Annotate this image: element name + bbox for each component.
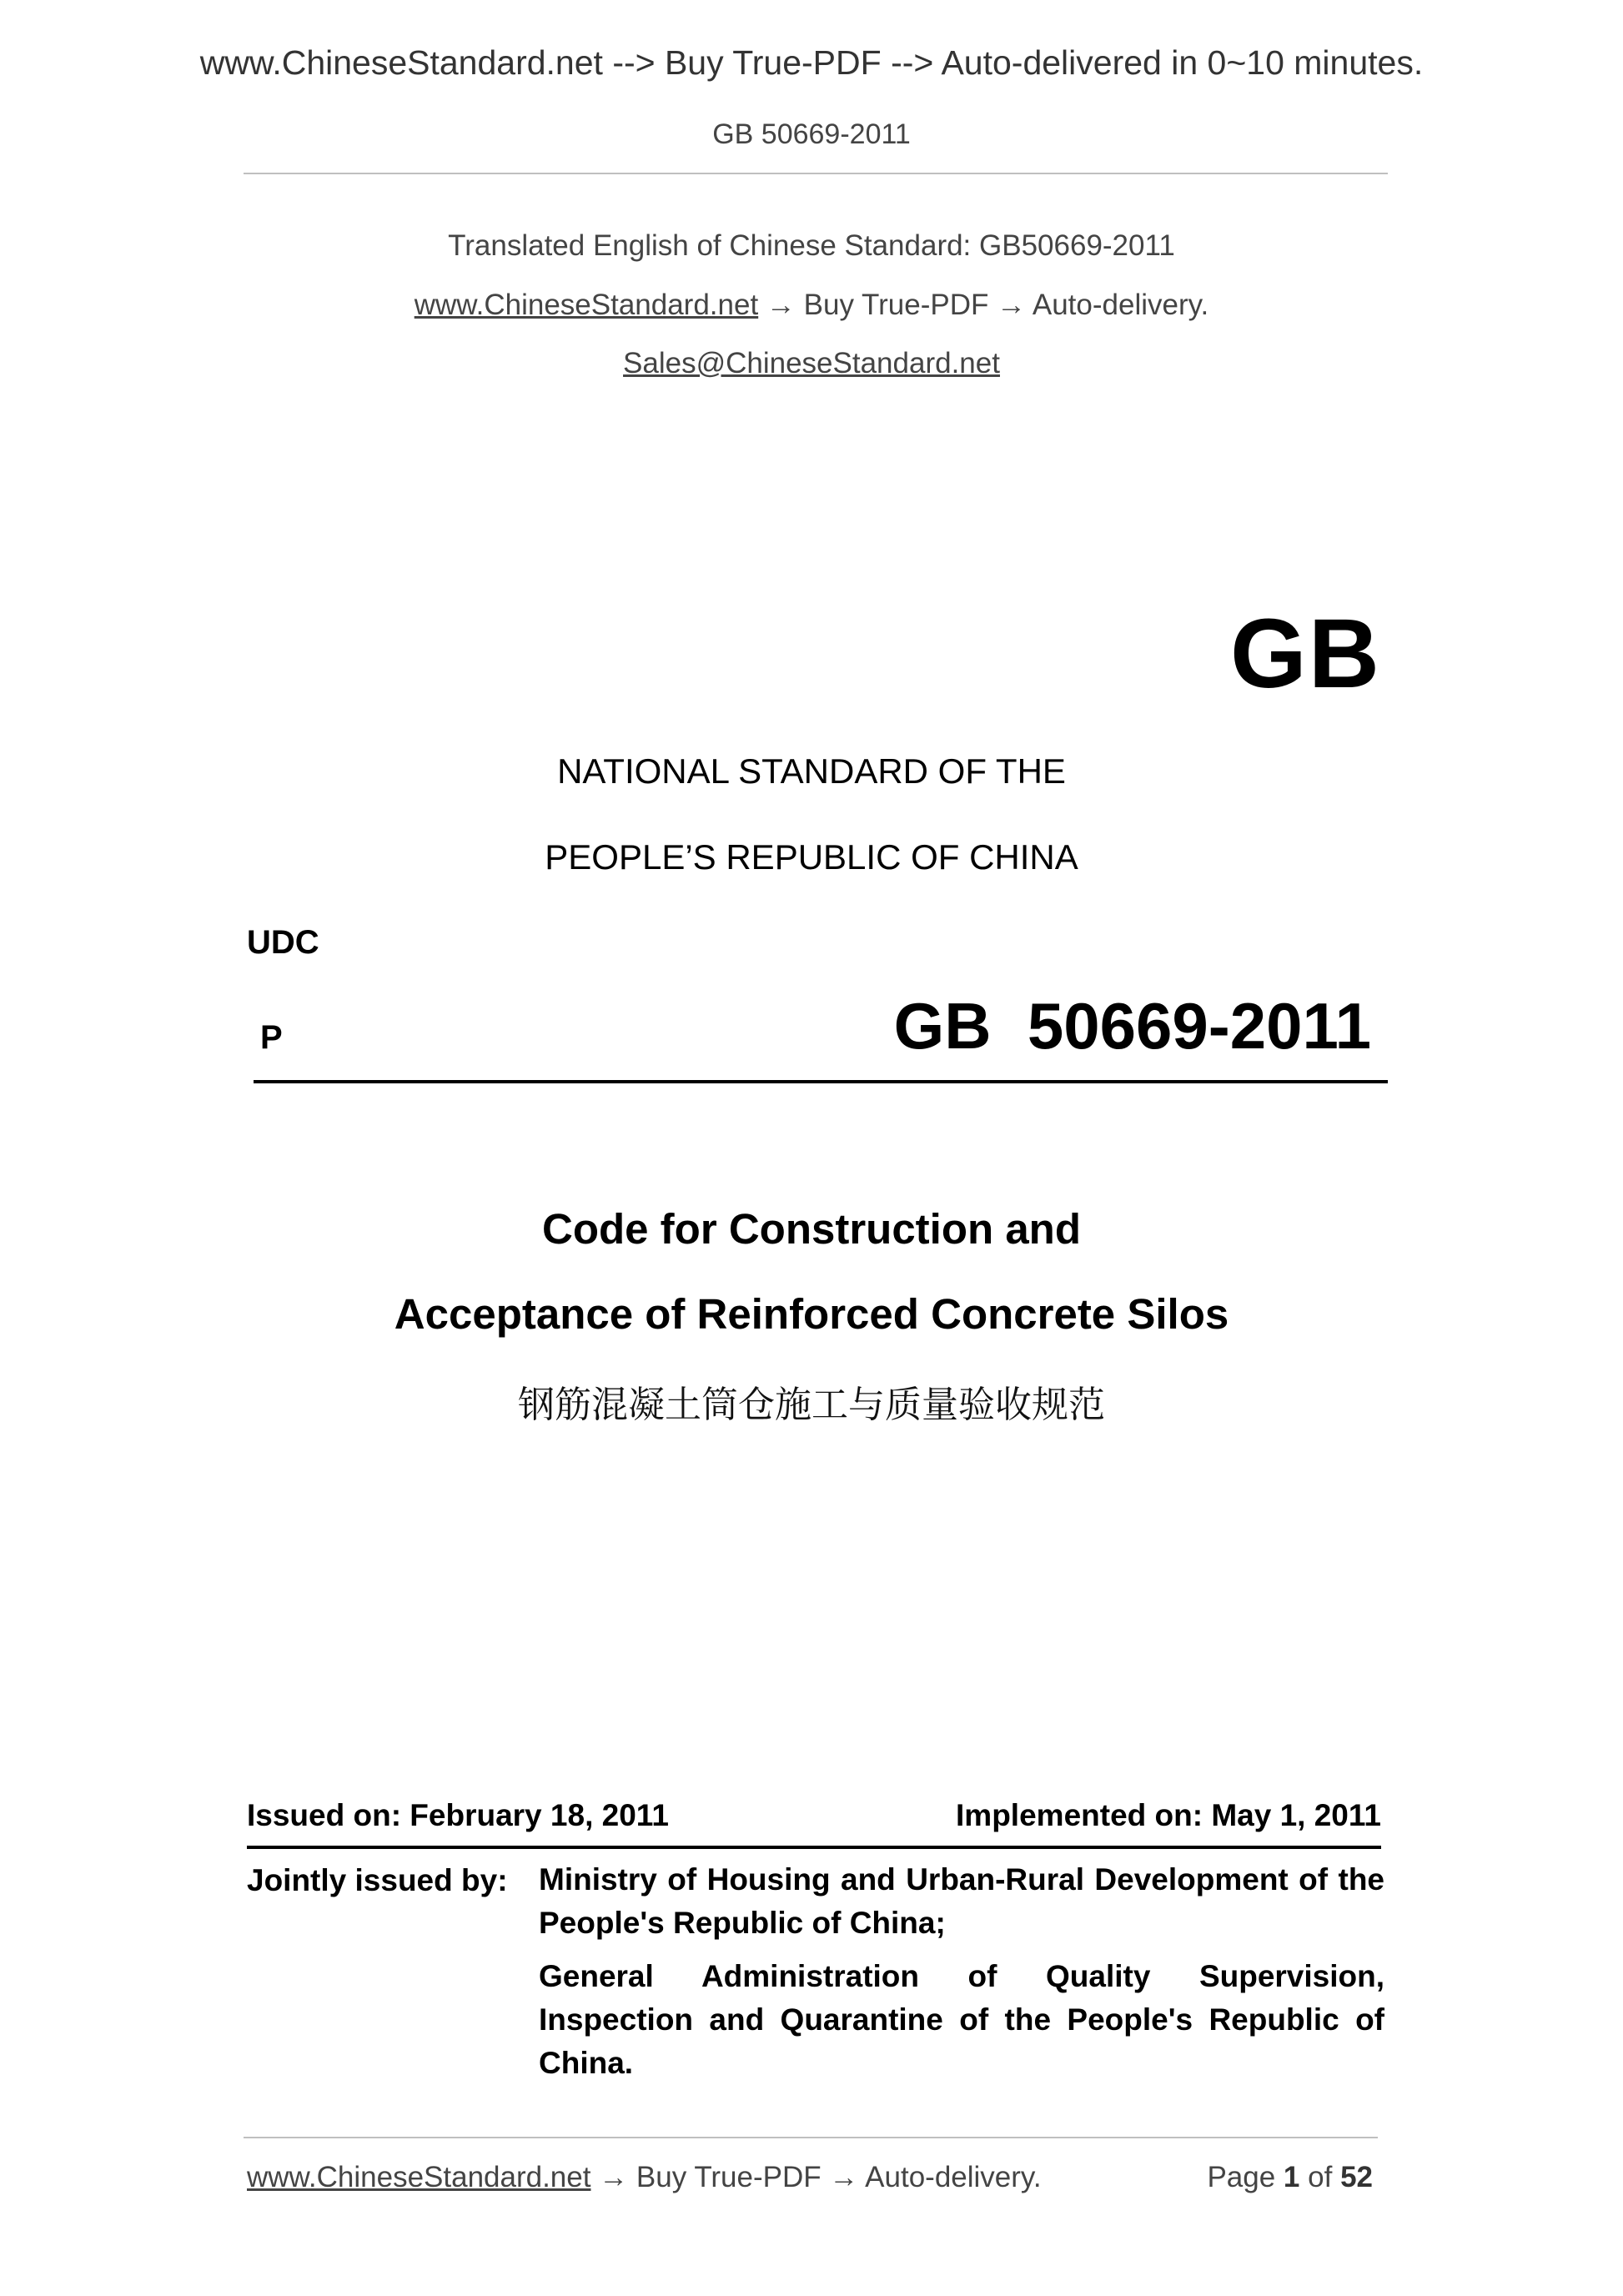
p-label: P [260,1019,283,1056]
implemented-on: Implemented on: May 1, 2011 [956,1798,1381,1832]
issue-rule [247,1846,1381,1849]
page-indicator [1207,2161,1373,2194]
header-doc-code: GB 50669-2011 [712,118,911,150]
footer-site-link[interactable]: www.ChineseStandard.net [247,2161,591,2193]
title-chinese: 钢筋混凝土筒仓施工与质量验收规范 [518,1384,1105,1426]
site-line [0,289,1623,322]
page-of: of [1308,2161,1333,2193]
footer-site-text: → Buy True-PDF → Auto-delivery. [590,2161,1042,2193]
title-line-2: Acceptance of Reinforced Concrete Silos [394,1290,1229,1338]
issuer-aqsiq: General Administration of Quality Supervision, Inspection and Quarantine of the People's Republic of China. [539,1959,1384,2080]
email-link[interactable]: Sales@ChineseStandard.net [623,347,1000,379]
standard-number-rule [254,1080,1388,1083]
issuer-ministry: Ministry of Housing and Urban-Rural Development of the People's Republic of China; [539,1862,1384,1940]
site-line-text: → Buy True-PDF → Auto-delivery. [758,289,1209,321]
gb-mark: GB [1230,599,1381,709]
footer-divider [244,2137,1378,2138]
page-label: Page [1207,2161,1276,2193]
jointly-issued-label: Jointly issued by: [247,1863,508,1897]
top-banner: www.ChineseStandard.net --> Buy True-PDF --> Auto-delivered in 0~10 minutes. [199,43,1424,82]
page-total: 52 [1340,2161,1373,2193]
standard-number: GB 50669-2011 [893,989,1371,1063]
footer-site-line [247,2161,1042,2194]
translated-notice: Translated English of Chinese Standard: GB50669-2011 [448,229,1175,262]
header-divider [244,173,1388,174]
national-standard-line-1: NATIONAL STANDARD OF THE [557,751,1066,791]
issued-on: Issued on: February 18, 2011 [247,1798,669,1832]
site-link[interactable]: www.ChineseStandard.net [414,289,759,321]
title-line-1: Code for Construction and [542,1205,1081,1253]
email-line [0,347,1623,380]
udc-label: UDC [247,924,319,961]
national-standard-line-2: PEOPLE’S REPUBLIC OF CHINA [545,837,1078,877]
page-current: 1 [1283,2161,1300,2193]
